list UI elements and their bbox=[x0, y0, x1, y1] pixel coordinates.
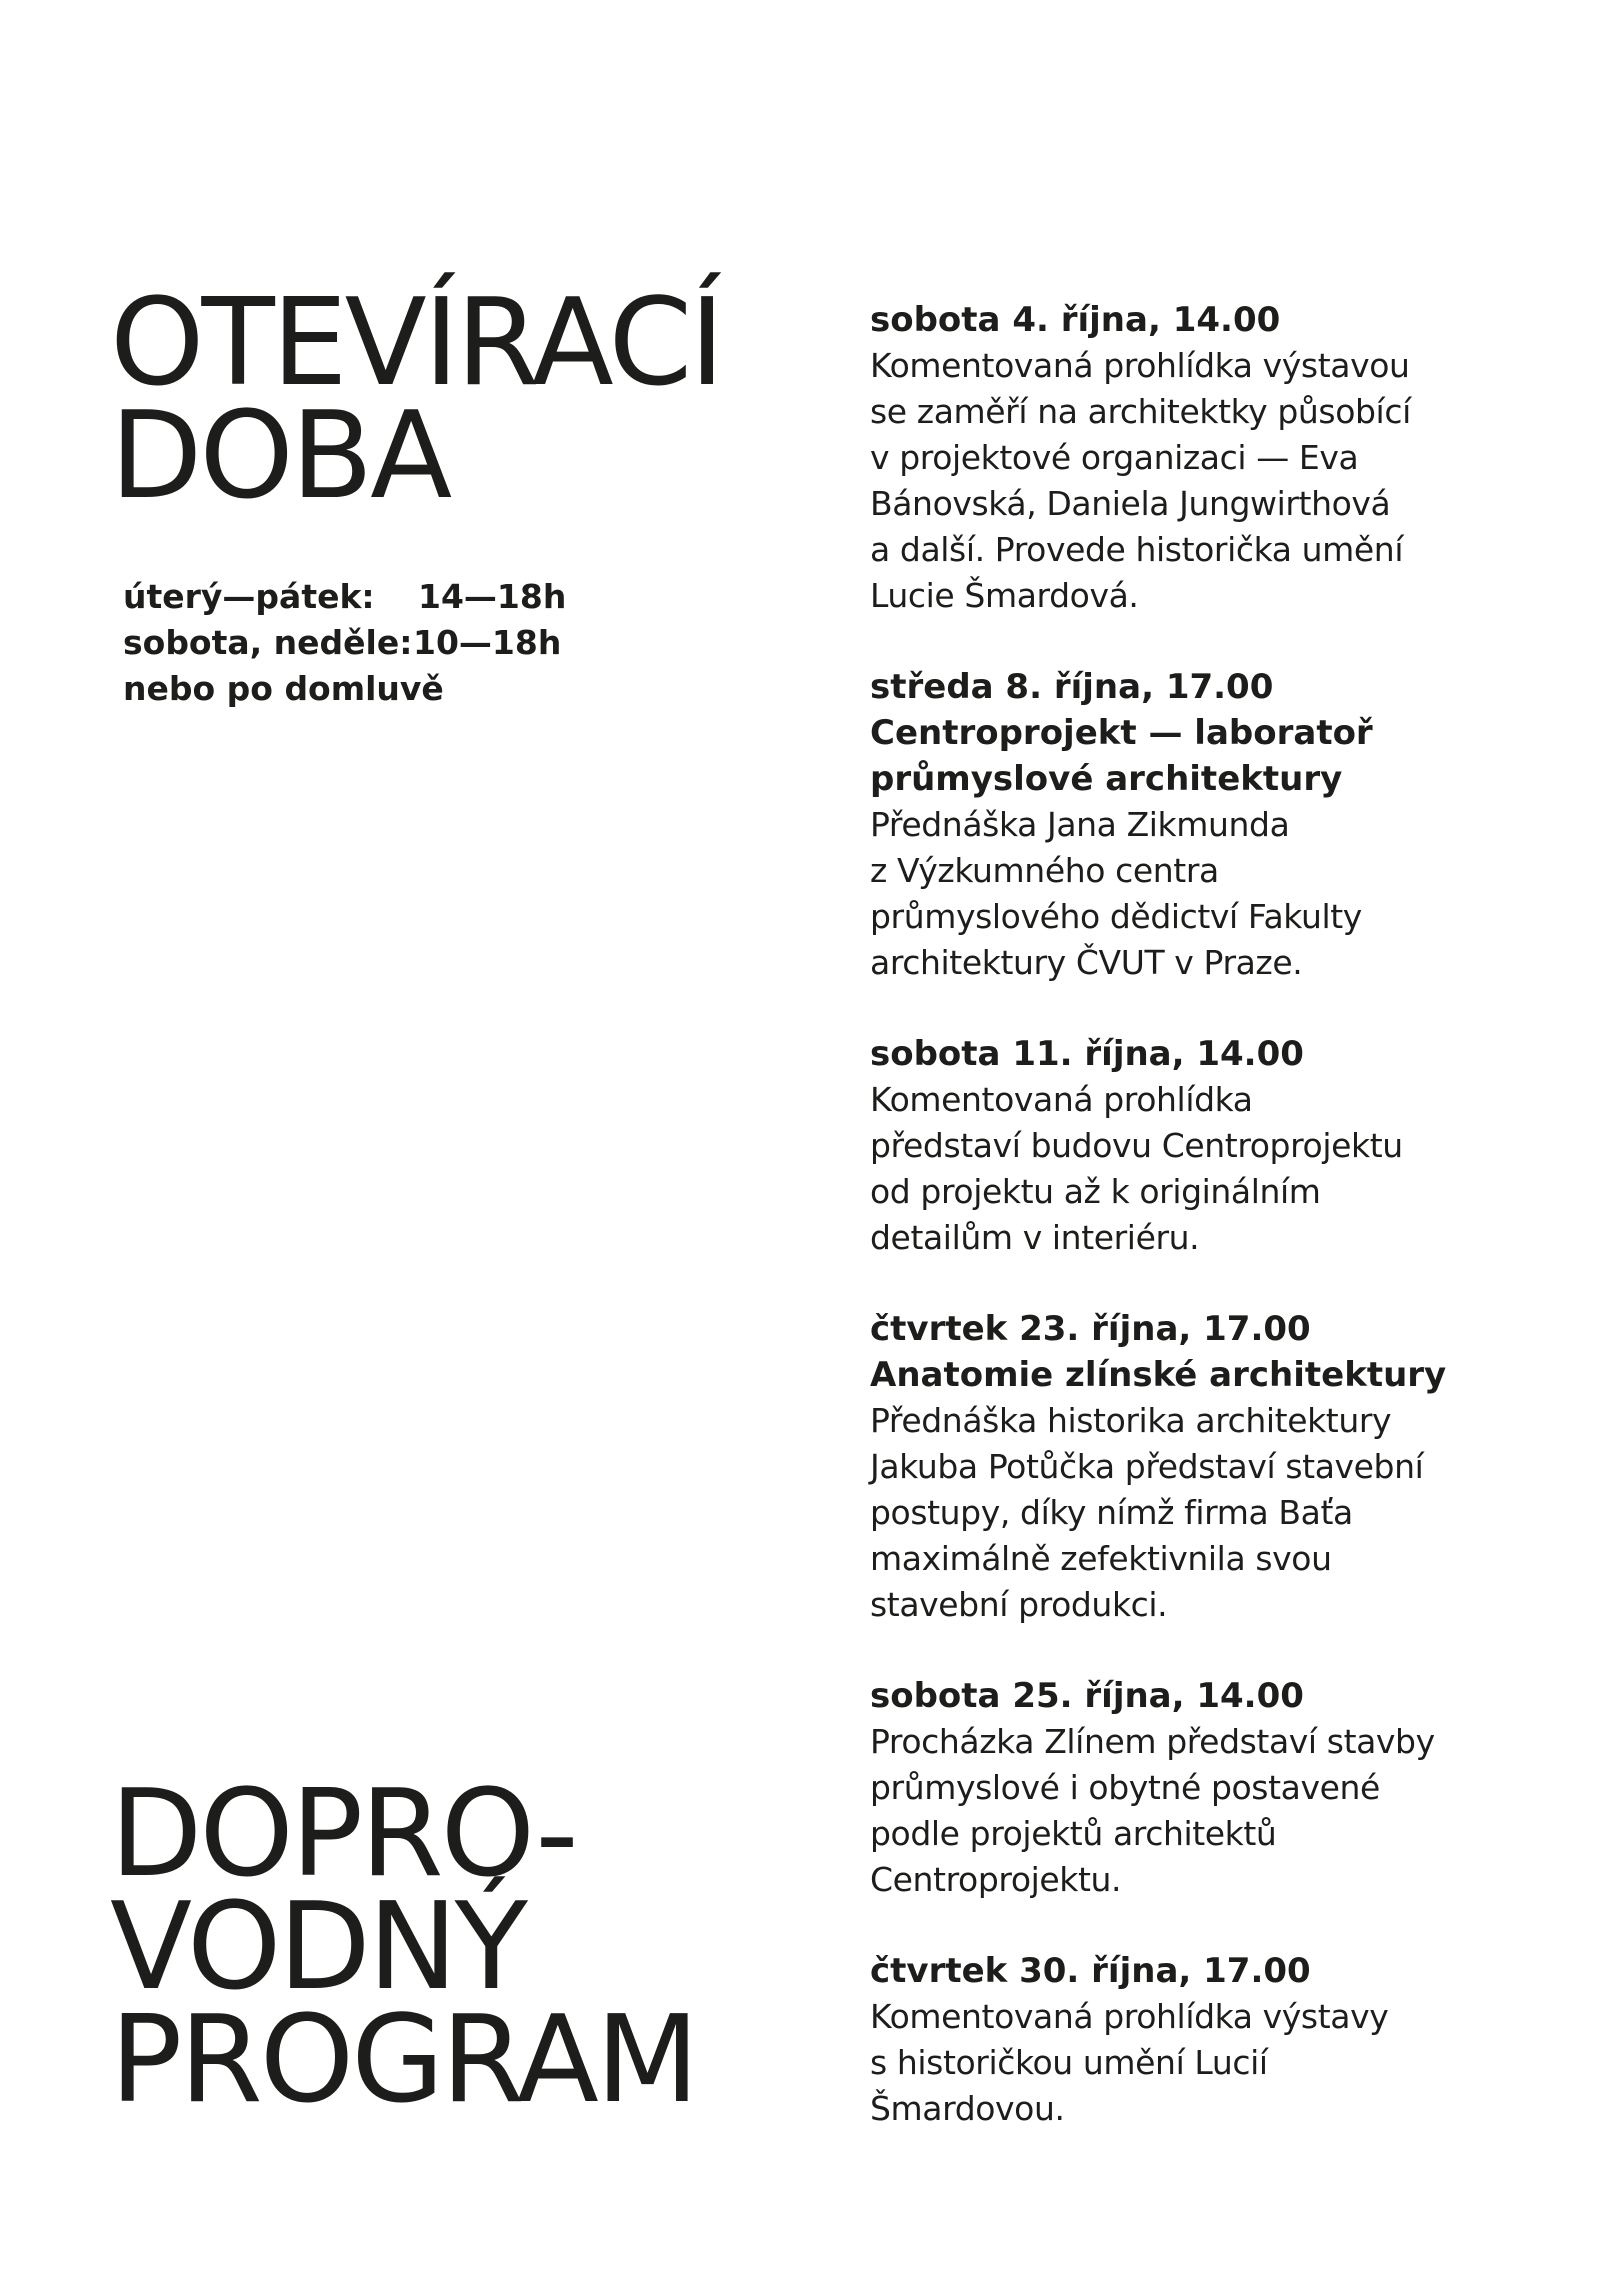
event-date: sobota 4. října, 14.00 bbox=[870, 300, 1281, 340]
description-line: průmyslového dědictví Fakulty bbox=[870, 897, 1362, 936]
hours-time: 14—18h bbox=[418, 577, 567, 616]
event-date: sobota 25. října, 14.00 bbox=[870, 1676, 1304, 1716]
description-line: podle projektů architektů bbox=[870, 1814, 1277, 1853]
event-item bbox=[870, 1031, 1590, 1261]
event-description bbox=[870, 1719, 1590, 1903]
description-line: Šmardovou. bbox=[870, 2089, 1065, 2128]
hours-row bbox=[123, 574, 566, 620]
description-line: z Výzkumného centra bbox=[870, 851, 1219, 890]
description-line: průmyslové i obytné postavené bbox=[870, 1768, 1380, 1807]
description-line: postupy, díky nímž firma Baťa bbox=[870, 1493, 1353, 1532]
description-line: od projektu až k originálním bbox=[870, 1172, 1321, 1211]
description-line: s historičkou umění Lucií bbox=[870, 2043, 1268, 2082]
description-line: Jakuba Potůčka představí stavební bbox=[870, 1447, 1424, 1486]
event-list bbox=[870, 297, 1590, 2177]
hours-note: nebo po domluvě bbox=[123, 669, 444, 708]
heading-line: DOBA bbox=[110, 387, 450, 526]
hours-time: 10—18h bbox=[413, 623, 562, 662]
description-line: v projektové organizaci — Eva bbox=[870, 438, 1359, 477]
event-title: průmyslové architektury bbox=[870, 759, 1343, 799]
event-description bbox=[870, 343, 1590, 619]
hours-row bbox=[123, 620, 566, 666]
description-line: Procházka Zlínem představí stavby bbox=[870, 1722, 1435, 1761]
hours-label: úterý—pátek: bbox=[123, 577, 375, 616]
event-date: sobota 11. října, 14.00 bbox=[870, 1034, 1304, 1074]
program-heading bbox=[110, 1765, 697, 2130]
description-line: architektury ČVUT v Praze. bbox=[870, 943, 1303, 982]
event-item bbox=[870, 1673, 1590, 1903]
event-title: Anatomie zlínské architektury bbox=[870, 1355, 1447, 1395]
description-line: Centroprojektu. bbox=[870, 1860, 1122, 1899]
event-item bbox=[870, 1948, 1590, 2132]
event-item bbox=[870, 1306, 1590, 1628]
description-line: se zaměří na architektky působící bbox=[870, 392, 1411, 431]
heading-line: OTEVÍRACÍ bbox=[110, 274, 722, 413]
event-title: Centroprojekt — laboratoř bbox=[870, 713, 1373, 753]
event-item bbox=[870, 664, 1590, 986]
event-date: čtvrtek 23. října, 17.00 bbox=[870, 1309, 1311, 1349]
heading-line: PROGRAM bbox=[110, 1991, 697, 2130]
event-date: středa 8. října, 17.00 bbox=[870, 667, 1274, 707]
description-line: představí budovu Centroprojektu bbox=[870, 1126, 1403, 1165]
event-item bbox=[870, 297, 1590, 619]
description-line: Komentovaná prohlídka výstavou bbox=[870, 346, 1410, 385]
description-line: stavební produkci. bbox=[870, 1585, 1168, 1624]
description-line: Komentovaná prohlídka výstavy bbox=[870, 1997, 1389, 2036]
description-line: Přednáška Jana Zikmunda bbox=[870, 805, 1290, 844]
description-line: a další. Provede historička umění bbox=[870, 530, 1404, 569]
heading-line: VODNÝ bbox=[110, 1878, 525, 2017]
description-line: Bánovská, Daniela Jungwirthová bbox=[870, 484, 1391, 523]
description-line: detailům v interiéru. bbox=[870, 1218, 1200, 1257]
opening-hours-heading bbox=[110, 274, 722, 526]
description-line: maximálně zefektivnila svou bbox=[870, 1539, 1332, 1578]
heading-line: DOPRO- bbox=[110, 1765, 576, 1904]
description-line: Přednáška historika architektury bbox=[870, 1401, 1392, 1440]
event-description bbox=[870, 1994, 1590, 2132]
event-date: čtvrtek 30. října, 17.00 bbox=[870, 1951, 1311, 1991]
event-description bbox=[870, 1398, 1590, 1628]
event-description bbox=[870, 1077, 1590, 1261]
description-line: Komentovaná prohlídka bbox=[870, 1080, 1253, 1119]
hours-label: sobota, neděle: bbox=[123, 623, 413, 662]
description-line: Lucie Šmardová. bbox=[870, 576, 1139, 615]
event-description bbox=[870, 802, 1590, 986]
opening-hours bbox=[123, 574, 566, 712]
